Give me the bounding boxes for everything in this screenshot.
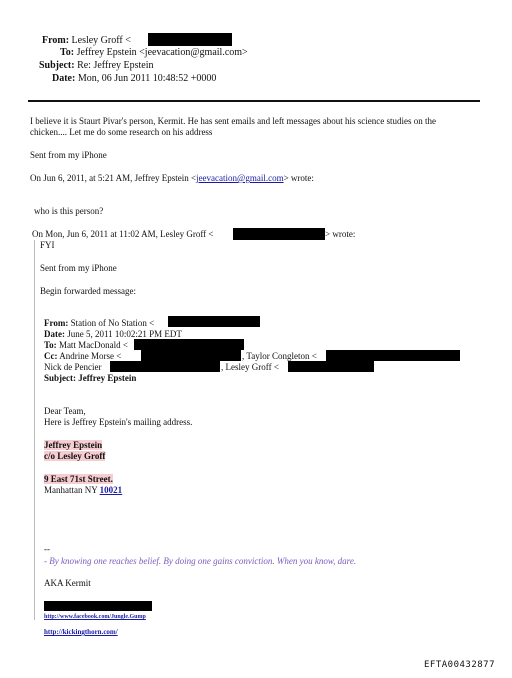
redaction bbox=[44, 601, 152, 611]
address-line1 bbox=[44, 440, 102, 451]
signature-quote: - By knowing one reaches belief. By doing one gains conviction. When you know, dare. bbox=[44, 556, 357, 566]
fwd-cc-line2-a: Nick de Pencier bbox=[44, 362, 102, 372]
quote1-prefix: On Jun 6, 2011, at 5:21 AM, Jeffrey Epstein < bbox=[30, 173, 197, 183]
fwd-date-value: June 5, 2011 10:02:21 PM EDT bbox=[67, 329, 182, 339]
quote1-suffix: > wrote: bbox=[283, 173, 314, 183]
email-link[interactable]: jeevacation@gmail.com bbox=[196, 173, 284, 183]
redaction bbox=[233, 228, 325, 240]
quote1-line bbox=[30, 173, 314, 184]
fwd-cc-value: Andrine Morse < bbox=[59, 351, 122, 361]
fwd-from-row bbox=[44, 318, 154, 329]
header-subject-label: Subject: bbox=[39, 60, 75, 71]
quote2-prefix: On Mon, Jun 6, 2011 at 11:02 AM, Lesley Groff < bbox=[32, 229, 214, 239]
redaction bbox=[134, 339, 244, 350]
redaction bbox=[110, 361, 220, 372]
fwd-cc-line2-b: , Lesley Groff < bbox=[221, 362, 279, 372]
header-from-label: From: bbox=[42, 35, 70, 46]
fwd-cc-value2: , Taylor Congleton < bbox=[242, 351, 317, 361]
redaction bbox=[288, 361, 374, 372]
header-date-label: Date: bbox=[52, 73, 76, 84]
letter-line1: Here is Jeffrey Epstein's mailing address. bbox=[44, 417, 193, 427]
fwd-date-label: Date: bbox=[44, 329, 65, 339]
header-divider bbox=[28, 100, 480, 102]
address-line4 bbox=[44, 485, 122, 496]
signature-dash: -- bbox=[44, 544, 50, 554]
sent-from-iphone-2: Sent from my iPhone bbox=[40, 263, 117, 273]
header-date-value: Mon, 06 Jun 2011 10:48:52 +0000 bbox=[77, 73, 217, 84]
fyi: FYI bbox=[40, 240, 55, 250]
address-line3 bbox=[44, 474, 113, 485]
address-co: c/o Lesley Groff bbox=[44, 451, 106, 461]
header-subject-value: Re: Jeffrey Epstein bbox=[77, 60, 154, 71]
fwd-to-label: To: bbox=[44, 340, 57, 350]
fwd-subject-value: Jeffrey Epstein bbox=[78, 373, 137, 383]
address-line2 bbox=[44, 451, 105, 462]
aka-kermit: AKA Kermit bbox=[44, 578, 91, 588]
fwd-from-value: Station of No Station < bbox=[70, 318, 155, 328]
address-name: Jeffrey Epstein bbox=[44, 440, 103, 450]
header-to-row bbox=[60, 47, 248, 59]
who-is-this: who is this person? bbox=[34, 206, 104, 216]
header-to-label: To: bbox=[60, 47, 75, 58]
fwd-to-value: Matt MacDonald < bbox=[58, 340, 128, 350]
header-from-row bbox=[42, 35, 131, 47]
header-from-value: Lesley Groff < bbox=[71, 35, 131, 46]
redaction bbox=[168, 316, 260, 327]
document-id: EFTA00432877 bbox=[424, 660, 496, 670]
body-paragraph-line2: chicken.... Let me do some research on his address bbox=[30, 127, 213, 137]
header-subject-row bbox=[39, 60, 154, 72]
fwd-from-label: From: bbox=[44, 318, 69, 328]
fwd-cc-label: Cc: bbox=[44, 351, 58, 361]
body-paragraph-line1: I believe it is Staurt Pivar's person, Kermit. He has sent emails and left messages about his science studies on the bbox=[30, 116, 437, 126]
address-city: Manhattan NY bbox=[44, 485, 98, 495]
header-to-value: Jeffrey Epstein <jeevacation@gmail.com> bbox=[76, 47, 248, 58]
quote-bar bbox=[34, 240, 35, 620]
facebook-link[interactable]: http://www.facebook.com/Jungle.Gump bbox=[44, 614, 146, 620]
fwd-subject-row bbox=[44, 373, 136, 384]
address-street: 9 East 71st Street. bbox=[44, 474, 113, 484]
sent-from-iphone: Sent from my iPhone bbox=[30, 150, 107, 160]
redaction bbox=[141, 350, 241, 361]
redaction bbox=[148, 33, 232, 46]
greeting: Dear Team, bbox=[44, 406, 86, 416]
begin-forwarded: Begin forwarded message: bbox=[40, 286, 136, 296]
fwd-subject-label: Subject: bbox=[44, 373, 76, 383]
zip-link[interactable]: 10021 bbox=[99, 485, 123, 495]
kickingthorn-link[interactable]: http://kickingthorn.com/ bbox=[44, 628, 118, 636]
redaction bbox=[326, 350, 460, 361]
header-date-row bbox=[52, 73, 216, 85]
quote2-suffix: > wrote: bbox=[325, 229, 356, 239]
fwd-to-row bbox=[44, 340, 128, 351]
